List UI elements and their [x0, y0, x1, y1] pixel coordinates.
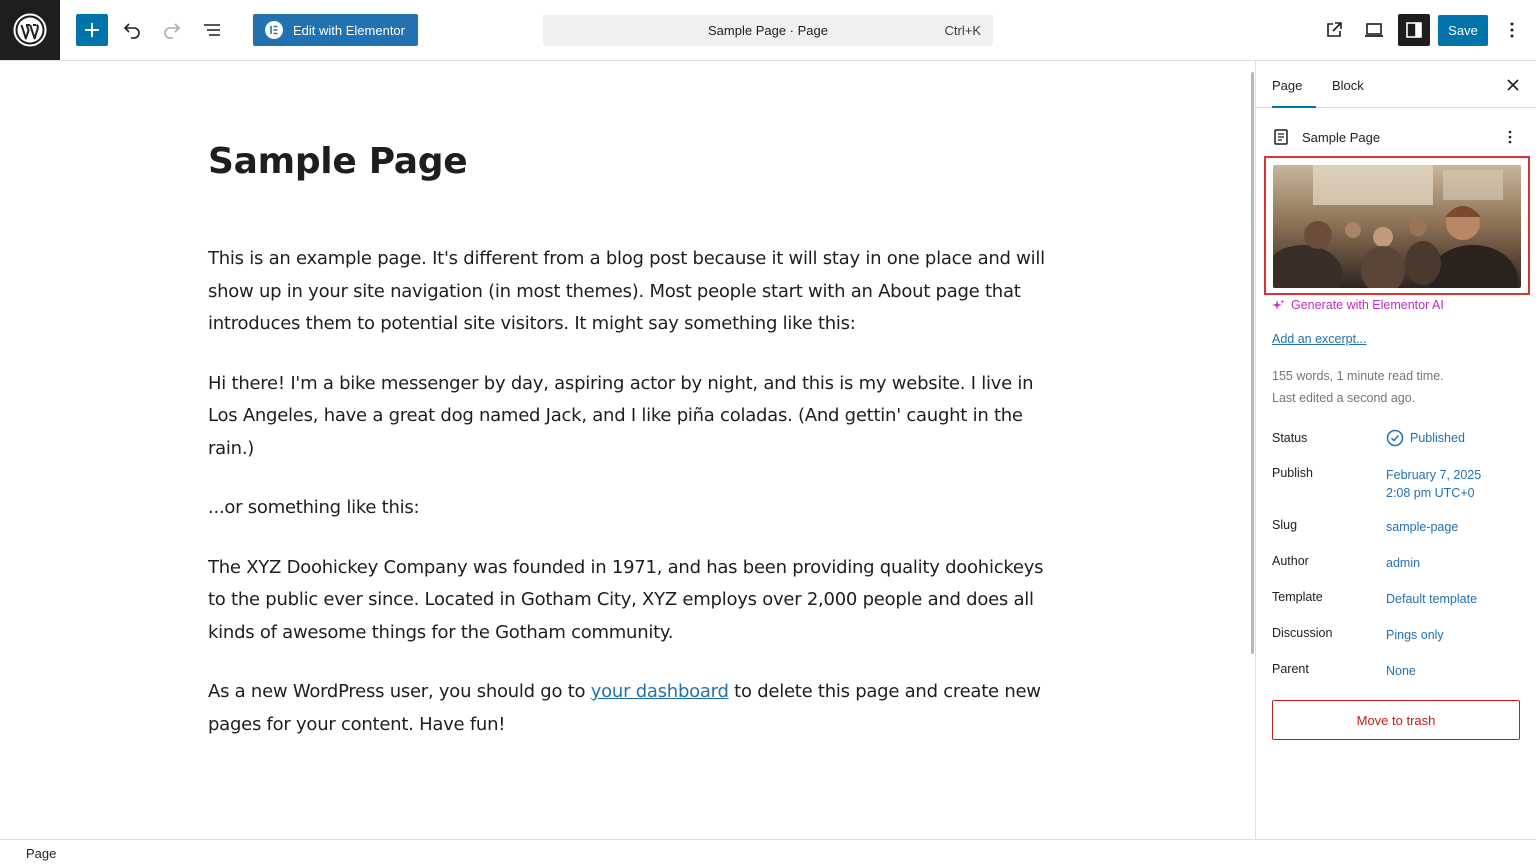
generate-ai-label: Generate with Elementor AI [1291, 298, 1444, 312]
featured-image[interactable] [1273, 165, 1521, 288]
paragraph-block[interactable]: The XYZ Doohickey Company was founded in 1971, and has been providing quality doohickeys to the public ever since. Located in Gotham City, XYZ employs over 2,000 people and does all kinds of awesome things for the Gotham community. [208, 556, 1044, 643]
status-value: Published [1410, 431, 1465, 445]
publish-label: Publish [1272, 466, 1313, 480]
publish-date: February 7, 2025 [1386, 468, 1482, 482]
author-label: Author [1272, 554, 1309, 568]
options-button[interactable] [1496, 14, 1528, 46]
parent-button[interactable]: None [1386, 664, 1416, 678]
editor-canvas [0, 61, 1255, 839]
discussion-label: Discussion [1272, 626, 1333, 640]
paragraph-block[interactable]: ...or something like this: [208, 497, 420, 518]
page-icon [1272, 128, 1290, 146]
add-excerpt-link[interactable]: Add an excerpt... [1272, 332, 1367, 346]
paragraph-block[interactable]: Hi there! I'm a bike messenger by day, aspiring actor by night, and this is my website. I live in Los Angeles, have a great dog named Jack, and I like piña coladas. (And gettin' caught in the rain.) [208, 372, 1034, 459]
plus-icon [83, 21, 101, 39]
last-edited: Last edited a second ago. [1272, 391, 1416, 405]
sidebar-tabs [1256, 61, 1536, 108]
dashboard-link[interactable]: your dashboard [590, 681, 729, 702]
external-link-icon [1324, 20, 1344, 40]
page-title[interactable]: Sample Page [208, 141, 468, 182]
close-sidebar-button[interactable] [1501, 73, 1525, 97]
more-vertical-icon [1502, 129, 1518, 145]
author-button[interactable]: admin [1386, 556, 1421, 570]
paragraph-text: to delete this page and create new pages for your content. Have fun! [208, 681, 1041, 735]
list-view-icon [202, 20, 222, 40]
sidebar-icon [1404, 20, 1424, 40]
document-meta [1272, 365, 1444, 409]
template-label: Template [1272, 590, 1323, 604]
view-page-button[interactable] [1318, 14, 1350, 46]
breadcrumb-item-page[interactable]: Page [26, 846, 57, 861]
elementor-icon [265, 21, 283, 39]
wordpress-icon [13, 13, 47, 47]
paragraph-block[interactable] [208, 676, 1058, 741]
canvas-scrollbar[interactable] [1251, 72, 1254, 654]
featured-image-photo [1273, 165, 1521, 288]
settings-sidebar [1255, 61, 1536, 839]
document-title: Sample Page · Page [708, 23, 828, 38]
document-actions-button[interactable] [1498, 125, 1522, 149]
command-palette-bar[interactable] [543, 15, 993, 46]
redo-icon [162, 20, 182, 40]
elementor-button-label: Edit with Elementor [293, 22, 405, 38]
document-label: Sample Page [1302, 129, 1381, 145]
generate-ai-button[interactable] [1272, 298, 1444, 312]
keyboard-shortcut: Ctrl+K [944, 23, 981, 38]
tab-page[interactable]: Page [1272, 61, 1316, 108]
top-toolbar [0, 0, 1536, 61]
wordpress-logo-button[interactable] [0, 0, 60, 60]
tab-block[interactable]: Block [1332, 78, 1364, 93]
document-overview-button[interactable] [196, 14, 228, 46]
template-button[interactable]: Default template [1386, 592, 1478, 606]
redo-button[interactable] [156, 14, 188, 46]
desktop-icon [1363, 20, 1385, 40]
published-check-icon [1386, 429, 1404, 447]
edit-with-elementor-button[interactable] [253, 14, 418, 46]
save-button[interactable]: Save [1438, 15, 1488, 46]
preview-device-button[interactable] [1358, 14, 1390, 46]
undo-icon [122, 20, 142, 40]
close-icon [1506, 78, 1520, 92]
block-breadcrumb [0, 839, 1536, 864]
sparkle-icon [1272, 299, 1285, 312]
discussion-button[interactable]: Pings only [1386, 628, 1444, 642]
featured-image-highlight [1264, 156, 1530, 295]
paragraph-text: As a new WordPress user, you should go to [208, 681, 591, 702]
paragraph-block[interactable]: This is an example page. It's different from a blog post because it will stay in one place and will show up in your site navigation (in most themes). Most people start with an About page that introduces them to potential site visitors. It might say something like this: [208, 248, 1045, 334]
add-block-button[interactable] [76, 14, 108, 46]
status-button[interactable] [1386, 429, 1465, 447]
publish-date-button[interactable] [1386, 466, 1481, 502]
publish-time: 2:08 pm UTC+0 [1386, 486, 1475, 500]
undo-button[interactable] [116, 14, 148, 46]
status-label: Status [1272, 431, 1308, 445]
word-count: 155 words, 1 minute read time. [1272, 369, 1444, 383]
slug-button[interactable]: sample-page [1386, 520, 1459, 534]
parent-label: Parent [1272, 662, 1309, 676]
more-vertical-icon [1502, 20, 1522, 40]
slug-label: Slug [1272, 518, 1298, 532]
move-to-trash-button[interactable]: Move to trash [1272, 700, 1520, 740]
settings-sidebar-toggle[interactable] [1398, 14, 1430, 46]
page-content [208, 243, 1058, 768]
document-summary [1272, 125, 1522, 149]
